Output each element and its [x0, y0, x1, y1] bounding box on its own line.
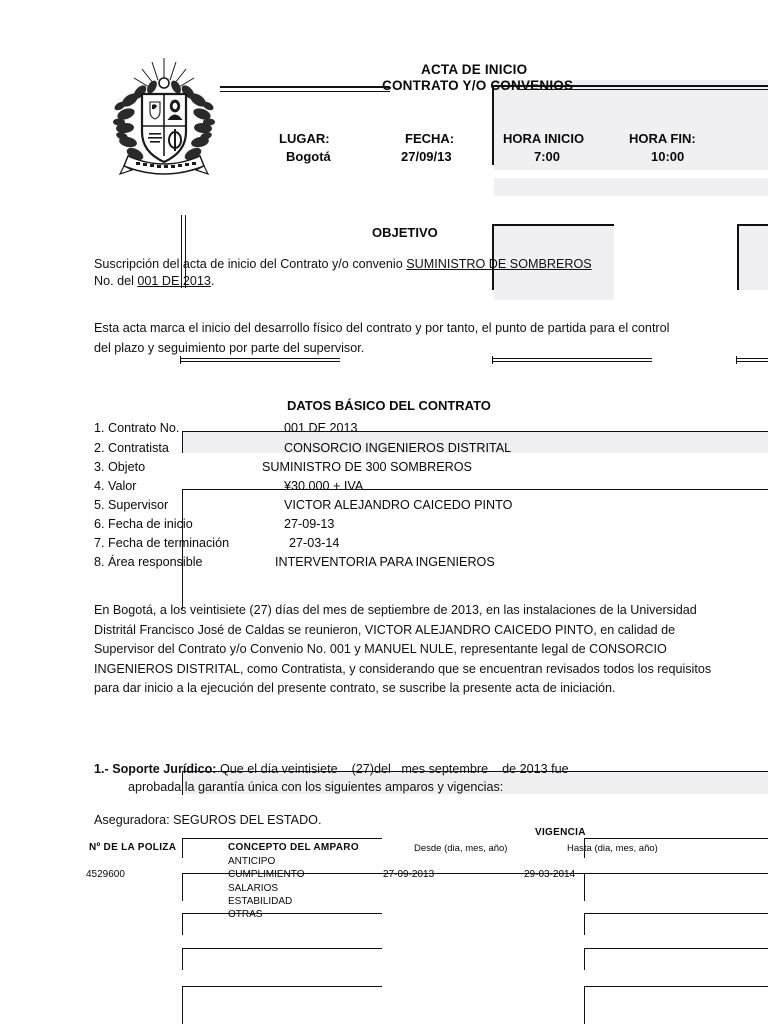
document-title-line1: ACTA DE INICIO: [421, 62, 528, 77]
poliza-row1-right-border: [584, 873, 585, 901]
soporte-text-2: del: [374, 762, 391, 776]
poliza-col1-border: [182, 838, 183, 858]
datos-row-value-7: 27-03-14: [289, 536, 340, 550]
soporte-day: (27): [351, 762, 374, 776]
header-rule-left-b: [220, 91, 390, 92]
datos-rule-valor: [182, 489, 768, 490]
datos-basicos-heading: DATOS BÁSICO DEL CONTRATO: [287, 398, 491, 413]
poliza-rule-header: [182, 838, 382, 839]
poliza-numero-value: 4529600: [86, 869, 125, 880]
vigencia-hasta-value: 29-03-2014: [524, 869, 576, 880]
section-rule-mid: [492, 358, 652, 362]
poliza-rule-vigencia: [584, 838, 768, 839]
section-rule-right: [736, 358, 768, 362]
objetivo-cell-top-border: [492, 224, 614, 226]
objetivo-line2-period: .: [210, 274, 215, 288]
poliza-row3-left-border: [182, 948, 183, 970]
section-rule-left: [180, 358, 340, 362]
datos-row-label-6: 6. Fecha de inicio: [94, 517, 193, 531]
acta-paragraph: En Bogotá, a los veintisiete (27) días del mes de septiembre de 2013, en las instalaciones de la Universidad Distritál Francisco José de Caldas se reunieron, VICTOR ALEJANDRO CAICEDO PINTO, en calidad de Supervisor del Contrato y/o Convenio No. 001 y MANUEL NULE, representante legal de CONSORCIO INGENIEROS DISTRITAL, como Contratista, y considerando que se encuentran revisados todos los requisitos para dar inicio a la ejecución del presente contrato, se suscribe la presente acta de iniciación.: [94, 603, 712, 696]
poliza-row1-left-border: [182, 873, 183, 901]
hora-inicio-value: 7:00: [534, 149, 561, 164]
objetivo-line2: [94, 272, 714, 292]
poliza-rule-row4: [182, 986, 382, 987]
vigencia-desde-value: 27-09-2013: [383, 869, 435, 880]
amparo-item-1: ANTICIPO: [228, 856, 276, 867]
amparo-item-4: ESTABILIDAD: [228, 896, 293, 907]
shade-header-band-2: [494, 178, 768, 196]
objetivo-nota: Esta acta marca el inicio del desarrollo físico del contrato y por tanto, el punto de partida para el control del plazo y seguimiento por parte del supervisor.: [94, 321, 670, 355]
poliza-rule-row2: [182, 913, 382, 914]
amparo-item-3: SALARIOS: [228, 883, 279, 894]
poliza-rule-row2-right: [584, 913, 768, 914]
datos-row-value-3: SUMINISTRO DE 300 SOMBREROS: [262, 460, 472, 474]
aseguradora-line: Aseguradora: SEGUROS DEL ESTADO.: [94, 813, 322, 827]
datos-row-label-2: 2. Contratista: [94, 441, 169, 455]
hora-fin-label: HORA FIN:: [629, 131, 696, 146]
objetivo-contract-number: 001 DE 2013: [137, 274, 211, 288]
datos-row-value-8: INTERVENTORIA PARA INGENIEROS: [275, 555, 495, 569]
poliza-col-header-concepto: CONCEPTO DEL AMPARO: [228, 842, 359, 853]
section-rule-right-tick: [736, 356, 737, 364]
lugar-value: Bogotá: [286, 149, 331, 164]
poliza-rule-row4-right: [584, 986, 768, 987]
amparo-item-2: CUMPLIMIENTO: [228, 869, 305, 880]
shade-objetivo-cell-right: [738, 225, 768, 290]
vigencia-header: VIGENCIA: [535, 827, 586, 838]
datos-row-value-4: ¥30.000 + IVA: [284, 479, 364, 493]
datos-row-value-2: CONSORCIO INGENIEROS DISTRITAL: [284, 441, 512, 455]
poliza-rule-row3-right: [584, 948, 768, 949]
soporte-juridico-line2: aprobada la garantía única con los siguientes amparos y vigencias:: [128, 780, 504, 794]
lugar-label: LUGAR:: [279, 131, 330, 146]
soporte-month: mes septembre: [401, 762, 489, 776]
datos-row-label-3: 3. Objeto: [94, 460, 146, 474]
soporte-juridico-line1: [94, 760, 714, 780]
objetivo-cell-top-border-right: [737, 224, 768, 226]
objetivo-line2-text: No. del: [94, 274, 138, 288]
fecha-label: FECHA:: [405, 131, 455, 146]
header-rule-left-a: [220, 86, 390, 88]
datos-row-label-7: 7. Fecha de terminación: [94, 536, 230, 550]
fecha-value: 27/09/13: [401, 149, 452, 164]
objetivo-line1-text: Suscripción del acta de inicio del Contrato y/o convenio: [94, 257, 407, 271]
poliza-row4-right-border: [584, 986, 585, 1024]
datos-rule-contrato: [182, 431, 768, 432]
amparo-item-5: OTRAS: [228, 909, 263, 920]
objetivo-cell-right-border: [737, 224, 739, 290]
soporte-label: Soporte Jurídico:: [112, 762, 217, 776]
hora-fin-value: 10:00: [651, 149, 685, 164]
datos-row-label-1: 1. Contrato No.: [94, 421, 180, 435]
poliza-row2-left-border: [182, 913, 183, 935]
header-divider-vertical: [492, 85, 494, 165]
objetivo-heading: OBJETIVO: [372, 225, 438, 240]
datos-row-value-5: VICTOR ALEJANDRO CAICEDO PINTO: [284, 498, 513, 512]
poliza-col-header-numero: Nº DE LA POLIZA: [89, 842, 177, 853]
datos-row-label-8: 8. Área responsible: [94, 555, 203, 569]
poliza-col-header-hasta: Hasta (dia, mes, año): [567, 843, 658, 854]
poliza-rule-row1-right: [584, 873, 768, 874]
poliza-row3-right-border: [584, 948, 585, 970]
soporte-text-3: de 2013 fue: [502, 762, 569, 776]
datos-row-label-5: 5. Supervisor: [94, 498, 169, 512]
poliza-row4-left-border: [182, 986, 183, 1024]
soporte-number: 1.-: [94, 762, 109, 776]
poliza-rule-row3: [182, 948, 382, 949]
poliza-row2-right-border: [584, 913, 585, 935]
document-title-line2: CONTRATO Y/O CONVENIOS: [382, 78, 574, 93]
datos-divider-vertical-upper: [182, 431, 183, 453]
datos-row-label-4: 4. Valor: [94, 479, 137, 493]
objetivo-contract-name: SUMINISTRO DE SOMBREROS: [406, 257, 592, 271]
datos-row-value-6: 27-09-13: [284, 517, 335, 531]
hora-inicio-label: HORA INICIO: [503, 131, 585, 146]
soporte-text-1: Que el día veintisiete: [219, 762, 338, 776]
university-crest-logo: [108, 56, 220, 178]
datos-row-value-1: 001 DE 2013: [284, 421, 358, 435]
poliza-col-header-desde: Desde (dia, mes, año): [414, 843, 508, 854]
